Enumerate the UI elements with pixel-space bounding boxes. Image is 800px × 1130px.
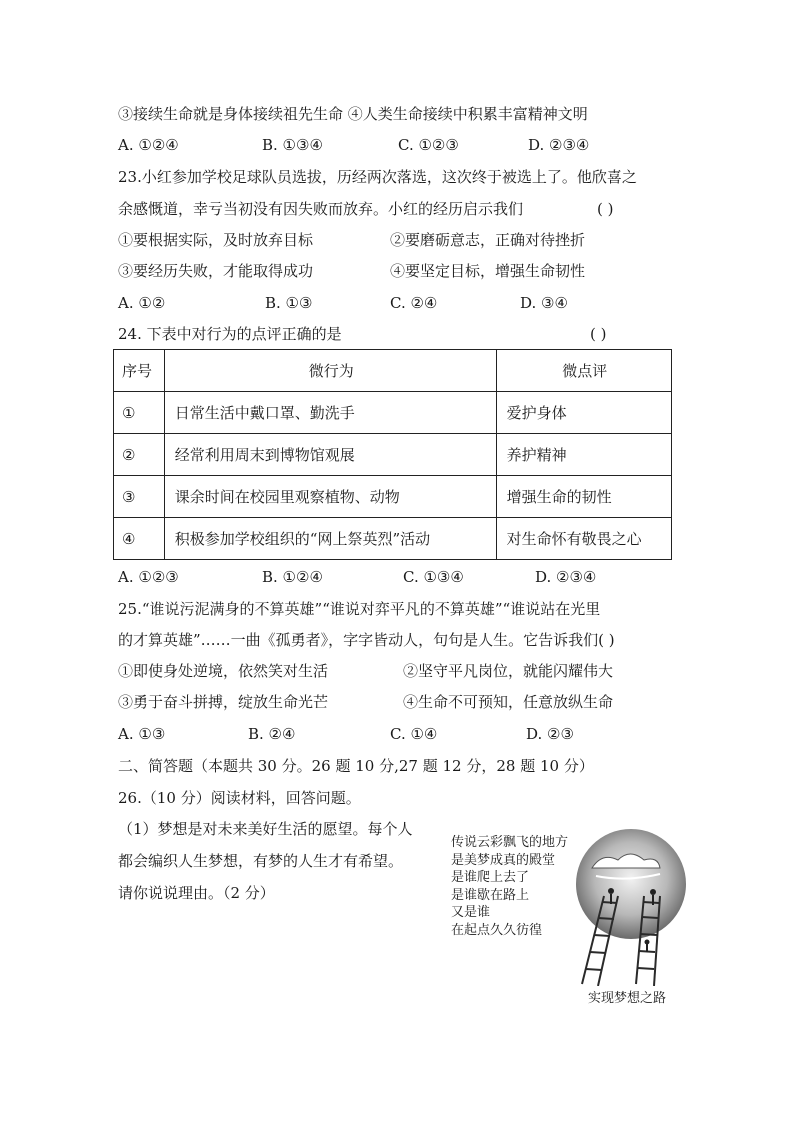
table-row [114, 476, 672, 518]
q25-stem-line1: 25.“谁说污泥满身的不算英雄”“谁说对弈平凡的不算英雄”“谁说站在光里 [118, 600, 601, 618]
q26-stem: 26.（10 分）阅读材料，回答问题。 [118, 789, 361, 807]
q22-option-b: B. ①③④ [262, 136, 323, 154]
row-index: ① [114, 392, 165, 434]
header-comment: 微点评 [496, 350, 671, 392]
q25-statement-3: ③勇于奋斗拼搏，绽放生命光芒 [118, 693, 329, 711]
q23-statement-4: ④要坚定目标，增强生命韧性 [390, 262, 586, 280]
q25-statement-2: ②坚守平凡岗位，就能闪耀伟大 [403, 662, 614, 680]
q24-option-a: A. ①②③ [118, 568, 179, 586]
poem-line: 又是谁 [451, 905, 491, 920]
q23-statement-1: ①要根据实际，及时放弃目标 [118, 231, 314, 249]
q22-option-c: C. ①②③ [398, 136, 459, 154]
row-behavior: 课余时间在校园里观察植物、动物 [164, 476, 496, 518]
row-index: ③ [114, 476, 165, 518]
q23-option-a: A. ①② [118, 294, 166, 312]
q23-option-b: B. ①③ [265, 294, 313, 312]
illustration-caption: 实现梦想之路 [588, 991, 667, 1006]
poem-line: 传说云彩飘飞的地方 [451, 835, 569, 850]
row-behavior: 经常利用周末到博物馆观展 [164, 434, 496, 476]
q25-stem-line2: 的才算英雄”……一曲《孤勇者》，字字皆动人，句句是人生。它告诉我们( ) [118, 631, 615, 649]
q25-statement-4: ④生命不可预知，任意放纵生命 [403, 693, 614, 711]
climber-figure-right [650, 889, 656, 895]
q26-sub1-line3: 请你说说理由。（2 分） [118, 884, 275, 902]
q23-option-c: C. ②④ [390, 294, 438, 312]
q23-option-d: D. ③④ [520, 294, 568, 312]
poem-line: 是谁歇在路上 [451, 887, 530, 903]
q24-option-c: C. ①③④ [403, 568, 464, 586]
poem-line: 在起点久久彷徨 [451, 922, 543, 938]
section-heading: 二、简答题（本题共 30 分。26 题 10 分,27 题 12 分，28 题 10 分） [118, 757, 594, 775]
q25-option-a: A. ①③ [118, 725, 166, 743]
dream-ladder-illustration [574, 804, 688, 986]
poem-line: 是美梦成真的殿堂 [451, 852, 556, 868]
climber-figure-top [608, 888, 614, 894]
q23-statement-3: ③要经历失败，才能取得成功 [118, 262, 314, 280]
header-behavior: 微行为 [164, 350, 496, 392]
q25-option-c: C. ①④ [390, 725, 438, 743]
q24-option-b: B. ①②④ [262, 568, 323, 586]
q24-option-d: D. ②③④ [535, 568, 597, 586]
row-comment: 爱护身体 [496, 392, 671, 434]
q24-behavior-table [113, 349, 672, 560]
q23-stem-line1: 23.小红参加学校足球队员选拔，历经两次落选，这次终于被选上了。他欣喜之 [118, 168, 637, 186]
q23-answer-paren: ( ) [597, 200, 614, 218]
q24-stem: 24. 下表中对行为的点评正确的是 [118, 325, 342, 343]
q23-stem-line2: 余感慨道，幸亏当初没有因失败而放弃。小红的经历启示我们 [118, 200, 524, 218]
q22-statements-line: ③接续生命就是身体接续祖先生命 ④人类生命接续中积累丰富精神文明 [118, 105, 588, 123]
moon-backdrop [576, 829, 686, 939]
row-behavior: 积极参加学校组织的“网上祭英烈”活动 [164, 518, 496, 560]
poem-line: 是谁爬上去了 [451, 870, 530, 885]
poem-block [451, 834, 568, 939]
row-comment: 增强生命的韧性 [496, 476, 671, 518]
row-comment: 对生命怀有敬畏之心 [496, 518, 671, 560]
resting-figure [645, 940, 650, 945]
q26-sub1-line1: （1）梦想是对未来美好生活的愿望。每个人 [118, 820, 413, 838]
q22-option-a: A. ①②④ [118, 136, 179, 154]
q26-sub1-line2: 都会编织人生梦想，有梦的人生才有希望。 [118, 852, 404, 870]
row-index: ② [114, 434, 165, 476]
q24-answer-paren: ( ) [590, 325, 607, 343]
table-row [114, 434, 672, 476]
q25-statement-1: ①即使身处逆境，依然笑对生活 [118, 662, 329, 680]
row-comment: 养护精神 [496, 434, 671, 476]
q25-option-d: D. ②③ [526, 725, 574, 743]
q25-option-b: B. ②④ [248, 725, 296, 743]
header-index: 序号 [114, 350, 165, 392]
q22-option-d: D. ②③④ [528, 136, 590, 154]
table-header-row [114, 350, 672, 392]
row-index: ④ [114, 518, 165, 560]
row-behavior: 日常生活中戴口罩、勤洗手 [164, 392, 496, 434]
table-row [114, 392, 672, 434]
table-row [114, 518, 672, 560]
q23-statement-2: ②要磨砺意志，正确对待挫折 [390, 231, 586, 249]
